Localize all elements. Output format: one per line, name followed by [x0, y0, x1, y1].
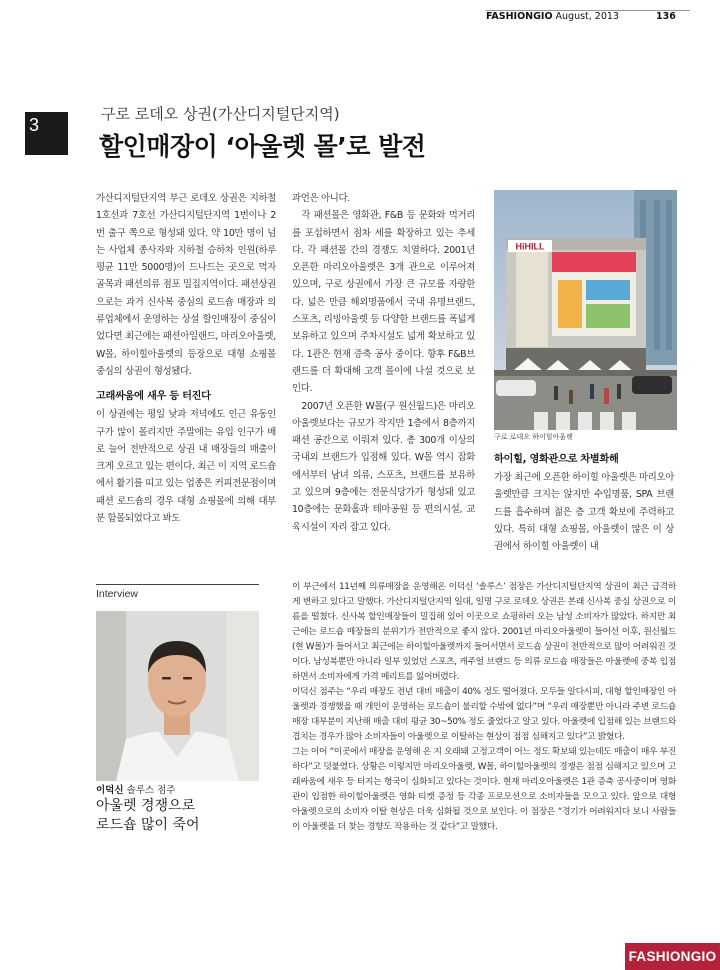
- interview-rule: [96, 584, 259, 585]
- store-photo: [494, 190, 677, 430]
- paragraph: 가산디지털단지역 부근 로데오 상권은 지하철 1호선과 7호선 가산디지털단지역 1번이나 2번 출구 쪽으로 형성돼 있다. 약 10만 명이 넘는 사업체 종사자와 지하철 승하차 인원(하루 평균 11만 5000명)이 드나드는 곳으로 먹자골목과 패션의류 점포 밀집지역이다. 패션상권으로는 과거 신사복 중심의 로드숍 매장과 의류업체에서 운영하는 상설 할인매장이 중심이었다면 최근에는 패션아일랜드, 마리오아울렛, W몰, 하이힐아울렛의 등장으로 대형 쇼핑몰 중심의 상권이 형성됐다.: [96, 193, 276, 377]
- interview-body: [292, 580, 676, 835]
- paragraph: 과언은 아니다.: [292, 193, 350, 204]
- paragraph: 가장 최근에 오픈한 하이힐 아울렛은 마리오아울렛만큼 크지는 않지만 수입명품, SPA 브랜드를 흡수하며 젊은 층 고객 확보에 주력하고 있다. 특히 대형 쇼핑몰, 아울렛이 많은 이 상권에서 하이힐 아울렛이 내: [494, 472, 674, 553]
- running-header: [486, 11, 619, 22]
- body-column-3: [494, 451, 674, 555]
- page-number: 136: [656, 11, 676, 22]
- interviewee-name-line: [96, 782, 175, 796]
- pull-quote-line: 로드숍 많이 죽어: [96, 817, 200, 833]
- interviewee-role: 솔루스 점주: [126, 785, 176, 796]
- issue-date: August, 2013: [555, 11, 619, 22]
- interview-pull-quote: [96, 797, 266, 835]
- hihill-sign: HiHILL: [515, 241, 545, 252]
- section-number: 3: [29, 115, 40, 135]
- magazine-name: FASHIONGIO: [486, 11, 553, 22]
- article-headline: 할인매장이 ‘아울렛 몰’로 발전: [99, 132, 426, 161]
- article-subtitle: 구로 로데오 상권(가산디지털단지역): [101, 105, 340, 123]
- body-column-2: [292, 190, 475, 536]
- paragraph: 각 패션몰은 영화관, F&B 등 문화와 먹거리를 포섭하면서 점차 세를 확장하고 있는 추세다. 각 패션몰 간의 경쟁도 치열하다. 2001년 오픈한 마리오아울렛은 3개 관으로 이루어져 있으며, 구로 상권에서 가장 큰 규모를 자랑한다. 넓은 만큼 해외명품에서 국내 유명브랜드, 스포츠, 리빙아울렛 등 다양한 브랜드를 폭넓게 보유하고 있으며 주차시설도 넓게 확보하고 있다. 1관은 현재 증축 공사 중이다. 향후 F&B브랜드를 더 확대해 고객 몰이에 나설 것으로 보인다.: [292, 210, 475, 395]
- store-photo-illustration: [494, 190, 677, 430]
- section-number-box: [25, 112, 68, 155]
- body-column-1: [96, 190, 276, 527]
- section-heading: 하이힐, 영화관으로 차별화해: [494, 454, 619, 465]
- interviewee-name: 이덕신: [96, 785, 124, 796]
- paragraph: 이 부근에서 11년째 의류매장을 운영해온 이덕신 ‘솔루스’ 점장은 가산디지털단지역 상권이 최근 급격하게 변하고 있다고 말했다. 가산디지털단지역 일대, 일명 구로 로데오 상권은 본래 신사복 중심 상권으로 이름을 떨쳤다. 신사복 할인매장들이 밀집해 있어 이곳으로 쇼핑하러 오는 남성 소비자가 많았다. 하지만 최근에는 로드숍 매장들의 분위기가 전반적으로 좋지 않다. 2001년 마리오아울렛이 들어선 이후, 원신월드(현 W몰)가 들어서고 최근에는 하이힐아울렛까지 들어서면서 로드숍 상권이 전반적으로 많이 어려워진 것이다. 남성복뿐만 아니라 일부 있었던 스포츠, 캐주얼 브랜드 등 의류 로드숍 매장들은 아울렛에 중복 입점하면서 소비자에게 가격 메리트를 잃어버렸다.: [292, 582, 676, 682]
- paragraph: 그는 이어 “이곳에서 매장을 운영해 온 지 오래돼 고정고객이 어느 정도 확보돼 있는데도 매출이 매우 부진하다”고 덧붙였다. 상황은 이렇지만 마리오아울렛, W몰, 하이힐아울렛의 경쟁은 점점 심해지고 있으며 고래싸움에 새우 등 터지는 형국이 심화되고 있다는 것이다. 현재 마리오아울렛은 1관 증축 공사중이며 영화관이 입점한 하이힐아울렛은 영화 티켓 증정 등 각종 프로모션으로 소비자들을 모으고 있다. 앞으로 대형 아울렛으로의 소비자 이탈 현상은 더욱 심화될 것으로 보인다. 이 점장은 “경기가 어려워지다 보니 사람들이 아울렛을 더 찾는 경향도 작용하는 것 같다”고 말했다.: [292, 747, 676, 832]
- paragraph: 이덕신 점주는 “우리 매장도 전년 대비 매출이 40% 정도 떨어졌다. 모두들 알다시피, 대형 할인매장인 아울렛과 경쟁했을 때 개인이 운영하는 로드숍이 불리할 수밖에 없다”며 “우리 매장뿐만 아니라 주변 로드숍 매장 대부분이 지난해 매출 대비 평균 30~50% 정도 줄었다고 알고 있다. 아울렛에 입점해 있는 브랜드와 겹치는 경우가 많아 소비자들이 아울렛으로 이탈하는 현상이 점점 심해지고 있다”고 밝혔다.: [292, 687, 676, 742]
- interview-label: Interview: [96, 588, 139, 600]
- interviewee-portrait: [96, 611, 259, 781]
- pull-quote-line: 아울렛 경쟁으로: [96, 798, 196, 814]
- photo-caption: 구로 로데오 하이힐아울렛: [494, 433, 573, 441]
- paragraph: 2007년 오픈한 W몰(구 원신월드)은 마리오아울렛보다는 규모가 작지만 1층에서 8층까지 패션 공간으로 이뤄져 있다. 총 300개 이상의 국내외 브랜드가 입점해 있다. W몰 역시 잡화에서부터 남녀 의류, 스포츠, 브랜드를 보유하고 있으며 9층에는 전문식당가가 형성돼 있고 10층에는 문화홀과 테마공원 등 편의시설, 교육시설이 자리 잡고 있다.: [292, 400, 475, 533]
- paragraph: 이 상권에는 평일 낮과 저녁에도 인근 유동인구가 많이 몰리지만 주말에는 유입 인구가 배로 늘어 전반적으로 상권 내 매장들의 매출이 크게 오르고 있는 편이다. 최근 이 지역 로드숍에서 활기를 띠고 있는 업종은 커피전문점이며 패션 로드숍의 경우 대형 쇼핑몰에 의해 대부분 함몰되었다고 봐도: [96, 409, 276, 525]
- section-heading: 고래싸움에 새우 등 터진다: [96, 391, 211, 403]
- portrait-illustration: [96, 611, 259, 781]
- fashiongio-logo: FASHIONGIO: [625, 943, 720, 970]
